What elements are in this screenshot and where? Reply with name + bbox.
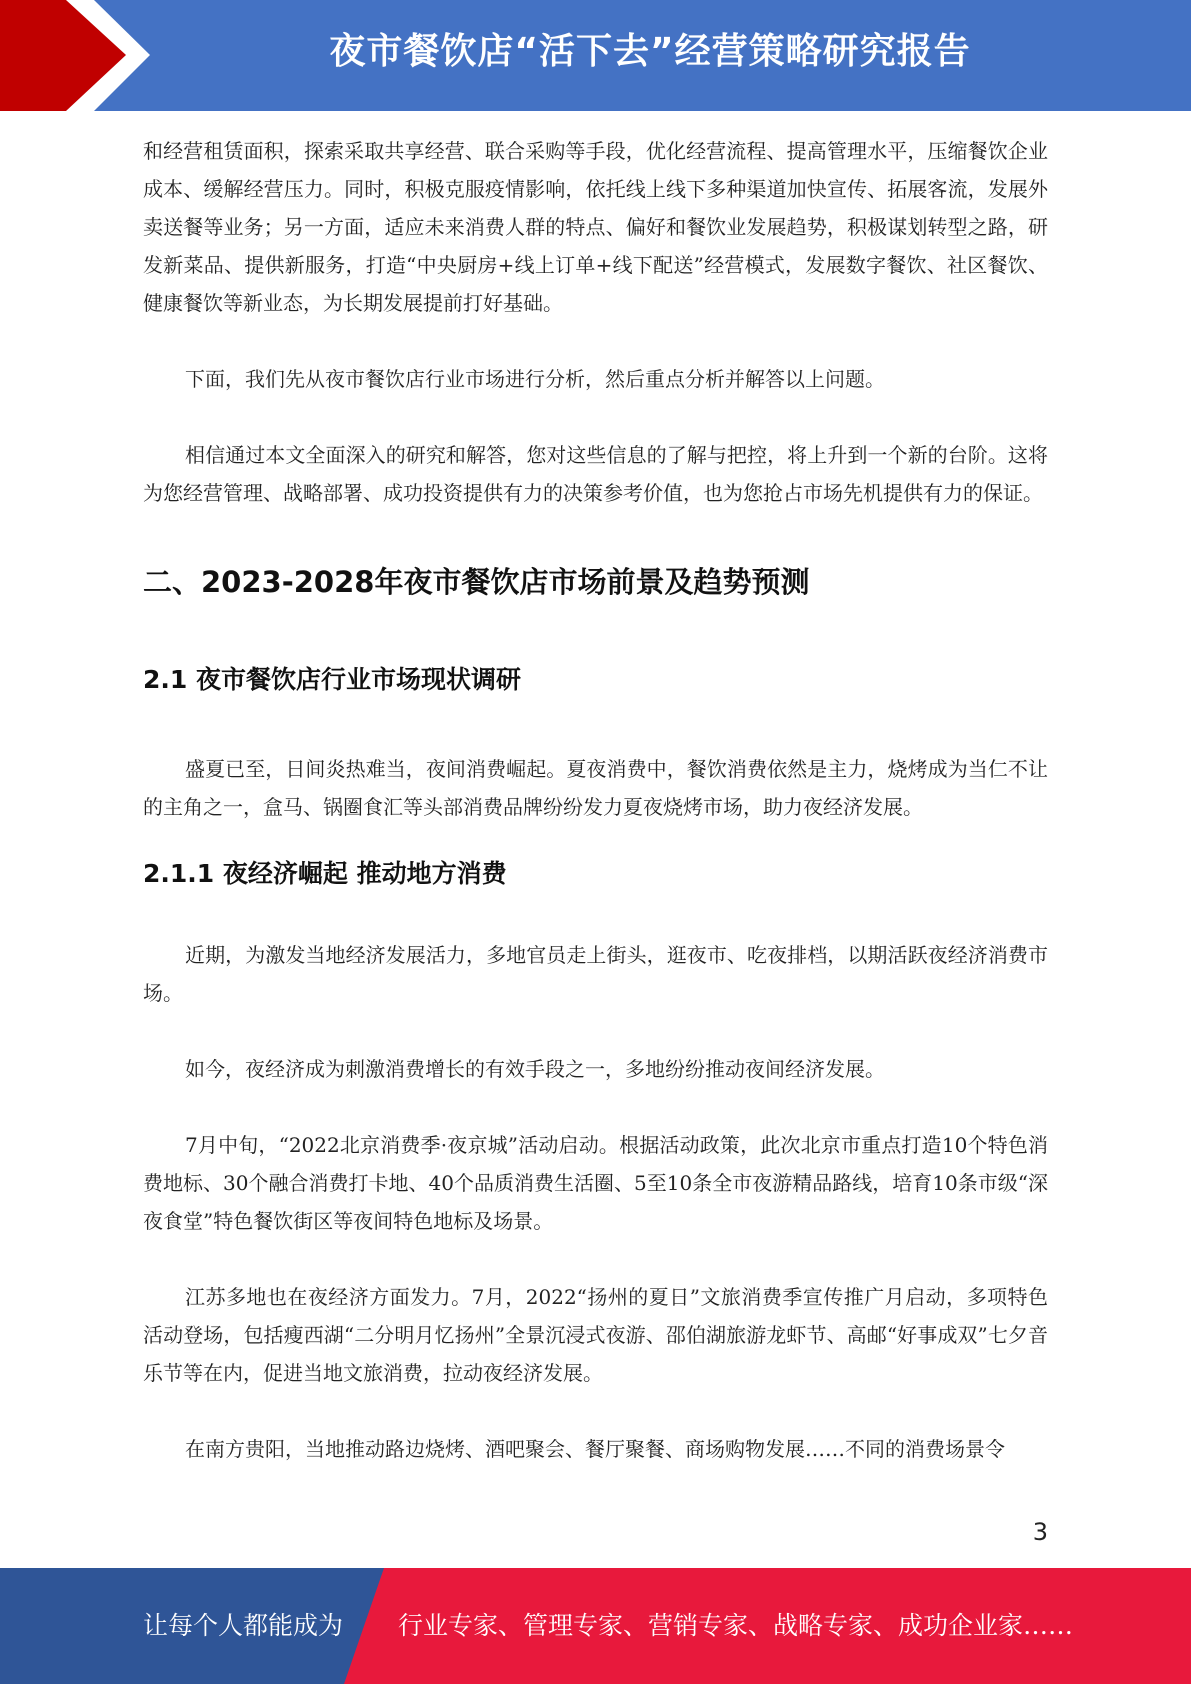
paragraph: 下面，我们先从夜市餐饮店行业市场进行分析，然后重点分析并解答以上问题。 <box>185 367 885 391</box>
header-banner <box>0 0 1191 111</box>
paragraph: 江苏多地也在夜经济方面发力。7月，2022“扬州的夏日”文旅消费季宣传推广月启动，多项特色活动登场，包括瘦西湖“二分明月忆扬州”全景沉浸式夜游、邵伯湖旅游龙虾节、高邮“好事成双”七夕音乐节等在内，促进当地文旅消费，拉动夜经济发展。 <box>143 1285 1048 1385</box>
footer-slogan-left: 让每个人都能成为 <box>143 1611 344 1640</box>
paragraph: 相信通过本文全面深入的研究和解答，您对这些信息的了解与把控，将上升到一个新的台阶。这将为您经营管理、战略部署、成功投资提供有力的决策参考价值，也为您抢占市场先机提供有力的保证。 <box>143 443 1048 505</box>
paragraph: 和经营租赁面积，探索采取共享经营、联合采购等手段，优化经营流程、提高管理水平，压缩餐饮企业成本、缓解经营压力。同时，积极克服疫情影响，依托线上线下多种渠道加快宣传、拓展客流，发展外卖送餐等业务；另一方面，适应未来消费人群的特点、偏好和餐饮业发展趋势，积极谋划转型之路，研发新菜品、提供新服务，打造“中央厨房+线上订单+线下配送”经营模式，发展数字餐饮、社区餐饮、健康餐饮等新业态，为长期发展提前打好基础。 <box>143 139 1048 315</box>
document-body <box>143 132 1048 1468</box>
section-heading: 二、2023-2028年夜市餐饮店市场前景及趋势预测 <box>143 565 810 599</box>
footer-slogan-right: 行业专家、管理专家、营销专家、战略专家、成功企业家…… <box>398 1611 1074 1640</box>
subsection-heading: 2.1.1 夜经济崛起 推动地方消费 <box>143 859 507 888</box>
footer-banner <box>0 1568 1191 1684</box>
paragraph: 近期，为激发当地经济发展活力，多地官员走上街头，逛夜市、吃夜排档，以期活跃夜经济消费市场。 <box>143 943 1048 1005</box>
paragraph: 7月中旬，“2022北京消费季·夜京城”活动启动。根据活动政策，此次北京市重点打造10个特色消费地标、30个融合消费打卡地、40个品质消费生活圈、5至10条全市夜游精品路线，培育10条市级“深夜食堂”特色餐饮街区等夜间特色地标及场景。 <box>143 1133 1048 1233</box>
report-title: 夜市餐饮店“活下去”经营策略研究报告 <box>329 31 971 72</box>
subsection-heading: 2.1 夜市餐饮店行业市场现状调研 <box>143 665 521 694</box>
paragraph: 如今，夜经济成为刺激消费增长的有效手段之一，多地纷纷推动夜间经济发展。 <box>185 1057 885 1081</box>
page-number: 3 <box>1032 1518 1048 1546</box>
paragraph: 在南方贵阳，当地推动路边烧烤、酒吧聚会、餐厅聚餐、商场购物发展……不同的消费场景令 <box>185 1437 1005 1461</box>
paragraph: 盛夏已至，日间炎热难当，夜间消费崛起。夏夜消费中，餐饮消费依然是主力，烧烤成为当仁不让的主角之一，盒马、锅圈食汇等头部消费品牌纷纷发力夏夜烧烤市场，助力夜经济发展。 <box>143 757 1048 819</box>
